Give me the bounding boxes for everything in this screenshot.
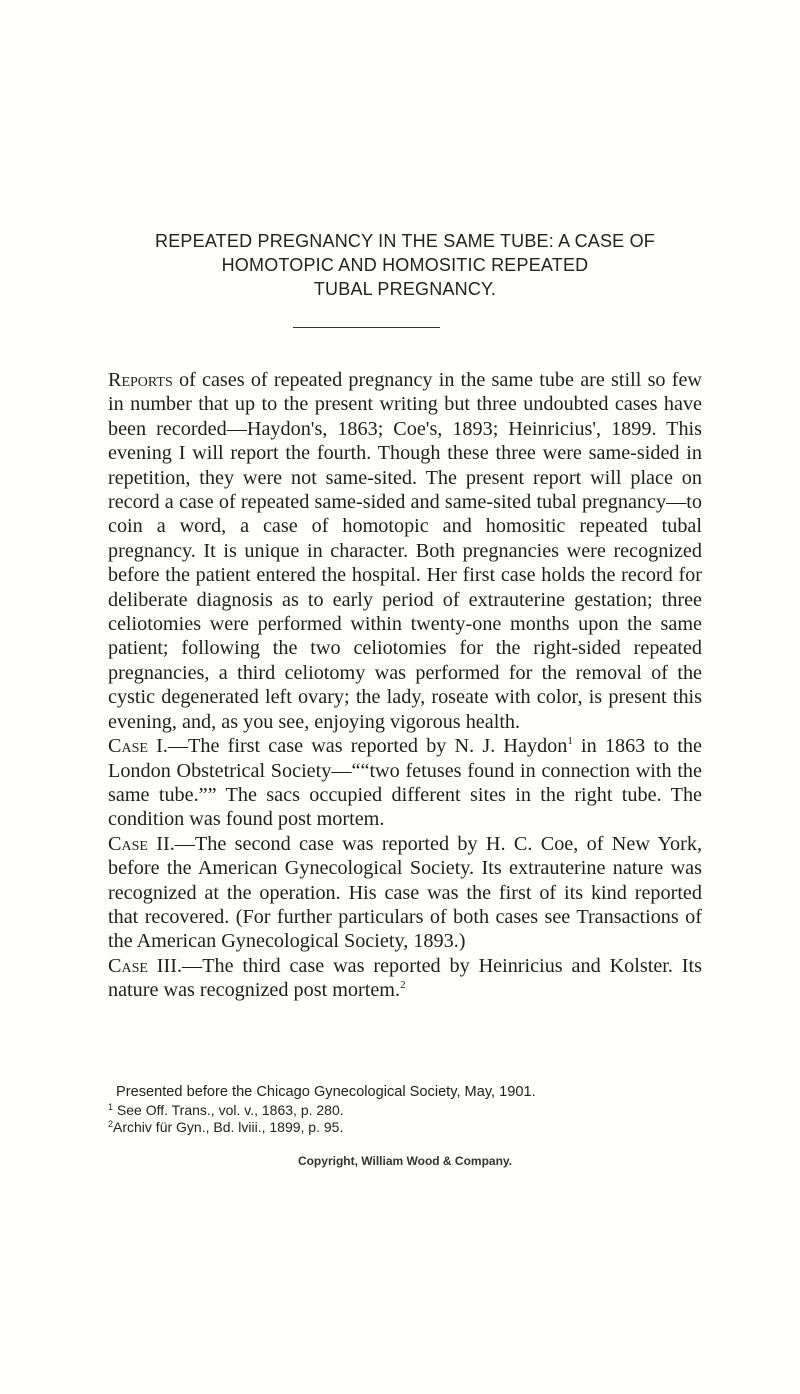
case-2-paragraph: [108, 832, 702, 954]
case-1-label: Case: [108, 735, 148, 758]
article-title: [108, 229, 702, 301]
footnote-2: [108, 1119, 702, 1137]
title-line-1: REPEATED PREGNANCY IN THE SAME TUBE: A CASE OF: [155, 231, 655, 251]
footnote-2-text: Archiv für Gyn., Bd. lviii., 1899, p. 95.: [113, 1119, 344, 1135]
presented-note: Presented before the Chicago Gynecological Society, May, 1901.: [116, 1084, 536, 1100]
footnotes: [108, 1084, 702, 1137]
intro-paragraph: [108, 368, 702, 734]
intro-text: of cases of repeated pregnancy in the same tube are still so few in number that up to the present writing but three undoubted cases have been recorded—Haydon's, 1863; Coe's, 1893; Heinricius', 1899. This evening I will report the fourth. Though these three were same-sided in repetition, they were not same-sited. The present report will place on record a case of repeated same-sided and same-sited tubal pregnancy—to coin a word, a case of homotopic and homositic repeated tubal pregnancy. It is unique in character. Both pregnancies were recognized before the patient entered the hospital. Her first case holds the record for deliberate diagnosis as to early period of extrauterine gestation; three celiotomies were performed within twenty-one months upon the same patient; following the two celiotomies for the right-sided repeated pregnancies, a third celiotomy was performed for the removal of the cystic degenerated left ovary; the lady, roseate with color, is present this evening, and, as you see, enjoying vigorous health.: [108, 369, 702, 733]
case-3-label: Case: [108, 954, 148, 977]
title-line-3: TUBAL PREGNANCY.: [313, 279, 497, 299]
copyright-line: Copyright, William Wood & Company.: [297, 1154, 513, 1168]
article-body: [108, 368, 702, 1003]
title-line-2: HOMOTOPIC AND HOMOSITIC REPEATED: [221, 255, 589, 275]
intro-lead: Reports: [108, 369, 173, 391]
footnote-2-mark: 2: [108, 1119, 114, 1129]
title-divider: [293, 327, 440, 328]
case-1-text-a: I.—The first case was reported by N. J. Haydon: [147, 735, 568, 758]
case-1-text-b: in 1863 to the London Obstetrical Society—““two fetuses found in connection with the same tube.”” The sacs occupied different sites in the right tube. The condition was found post mortem.: [108, 735, 702, 831]
case-1-paragraph: [108, 734, 702, 832]
footnote-ref-1: 1: [567, 735, 573, 748]
case-2-text: II.—The second case was reported by H. C. Coe, of New York, before the American Gynecological Society. Its extrauterine nature was recognized at the operation. His case was the first of its kind reported that recovered. (For further particulars of both cases see Transactions of the American Gynecological Society, 1893.): [108, 832, 702, 953]
footnote-1: [108, 1102, 702, 1120]
footnote-ref-2: 2: [400, 979, 406, 992]
footnote-1-mark: 1: [108, 1101, 114, 1112]
case-2-label: Case: [108, 832, 148, 855]
case-3-text: III.—The third case was reported by Heinricius and Kolster. Its nature was recognized post mortem.: [108, 954, 702, 1002]
footnote-1-text: See Off. Trans., vol. v., 1863, p. 280.: [113, 1101, 344, 1118]
case-3-paragraph: [108, 954, 702, 1003]
